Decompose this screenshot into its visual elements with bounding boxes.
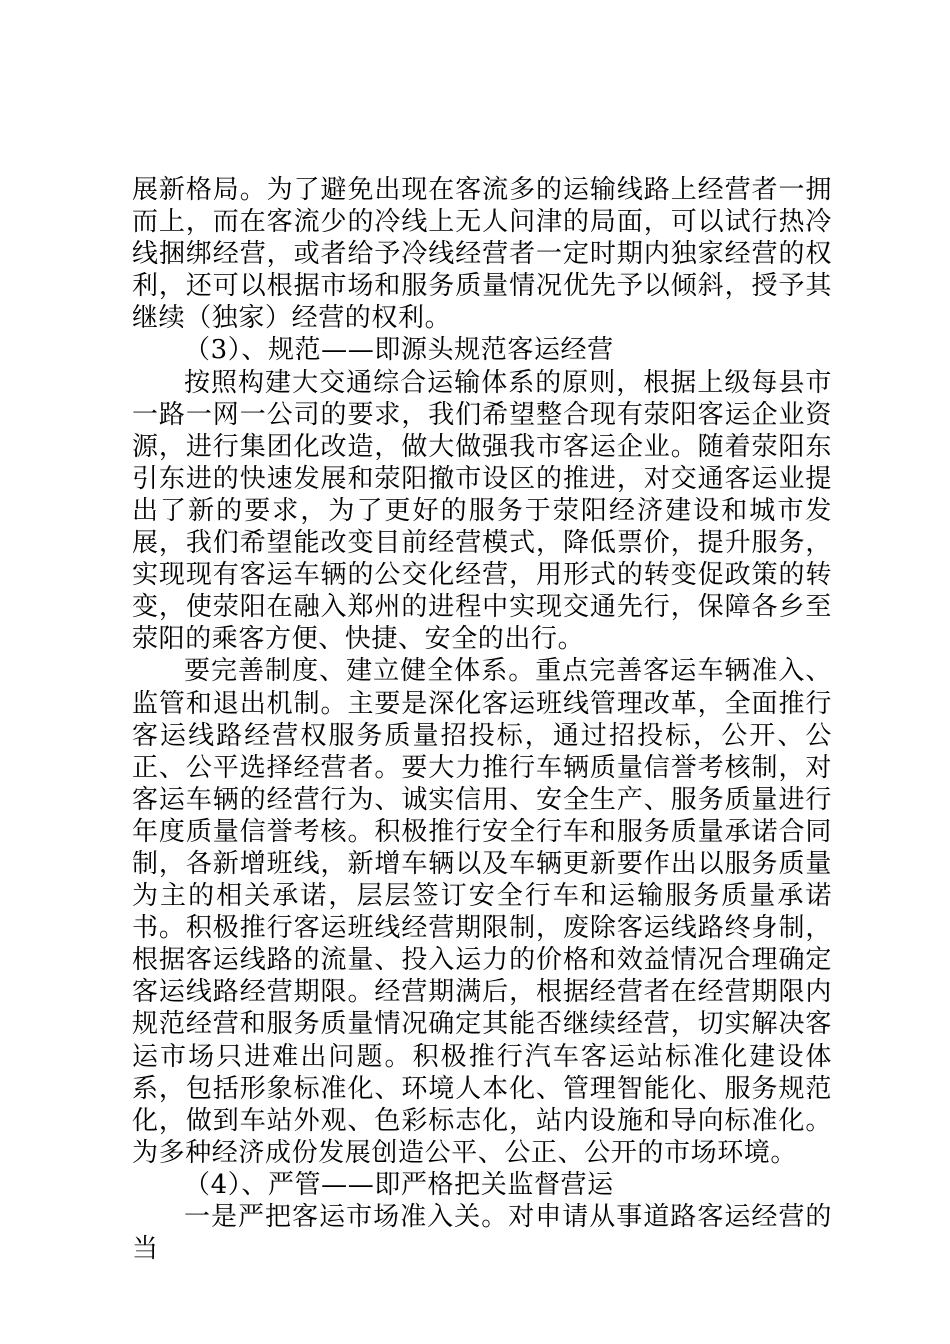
document-body: [132, 174, 832, 1265]
paragraph-integration: 按照构建大交通综合运输体系的原则，根据上级每县市一路一网一公司的要求，我们希望整合现有荥阳客运企业资源，进行集团化改造，做大做强我市客运企业。随着荥阳东引东进的快速发展和荥阳撤市设区的推进，对交通客运业提出了新的要求，为了更好的服务于荥阳经济建设和城市发展，我们希望能改变目前经营模式，降低票价，提升服务，实现现有客运车辆的公交化经营，用形式的转变促政策的转变，使荥阳在融入郑州的进程中实现交通先行，保障各乡至荥阳的乘客方便、快捷、安全的出行。: [132, 367, 832, 655]
paragraph-market-entry: 一是严把客运市场准入关。对申请从事道路客运经营的当: [132, 1202, 832, 1265]
paragraph-continuation: 展新格局。为了避免出现在客流多的运输线路上经营者一拥而上，而在客流少的冷线上无人问津的局面，可以试行热冷线捆绑经营，或者给予冷线经营者一定时期内独家经营的权利，还可以根据市场和服务质量情况优先予以倾斜，授予其继续（独家）经营的权利。: [132, 175, 832, 334]
paragraph-system-improvement: 要完善制度、建立健全体系。重点完善客运车辆准入、监管和退出机制。主要是深化客运班线管理改革，全面推行客运线路经营权服务质量招投标，通过招投标，公开、公正、公平选择经营者。要大力推行车辆质量信誉考核制，对客运车辆的经营行为、诚实信用、安全生产、服务质量进行年度质量信誉考核。积极推行安全行车和服务质量承诺合同制，各新增班线，新增车辆以及车辆更新要作出以服务质量为主的相关承诺，层层签订安全行车和运输服务质量承诺书。积极推行客运班线经营期限制，废除客运线路终身制，根据客运线路的流量、投入运力的价格和效益情况合理确定客运线路经营期限。经营期满后，根据经营者在经营期限内规范经营和服务质量情况确定其能否继续经营，切实解决客运市场只进难出问题。积极推行汽车客运站标准化建设体系，包括形象标准化、环境人本化、管理智能化、服务规范化，做到车站外观、色彩标志化，站内设施和导向标准化。为多种经济成份发展创造公平、公正、公开的市场环境。: [132, 656, 832, 1168]
section-heading-3: （3）、规范——即源头规范客运经营: [184, 335, 614, 366]
section-heading-4: （4）、严管——即严格把关监督营运: [184, 1169, 614, 1200]
